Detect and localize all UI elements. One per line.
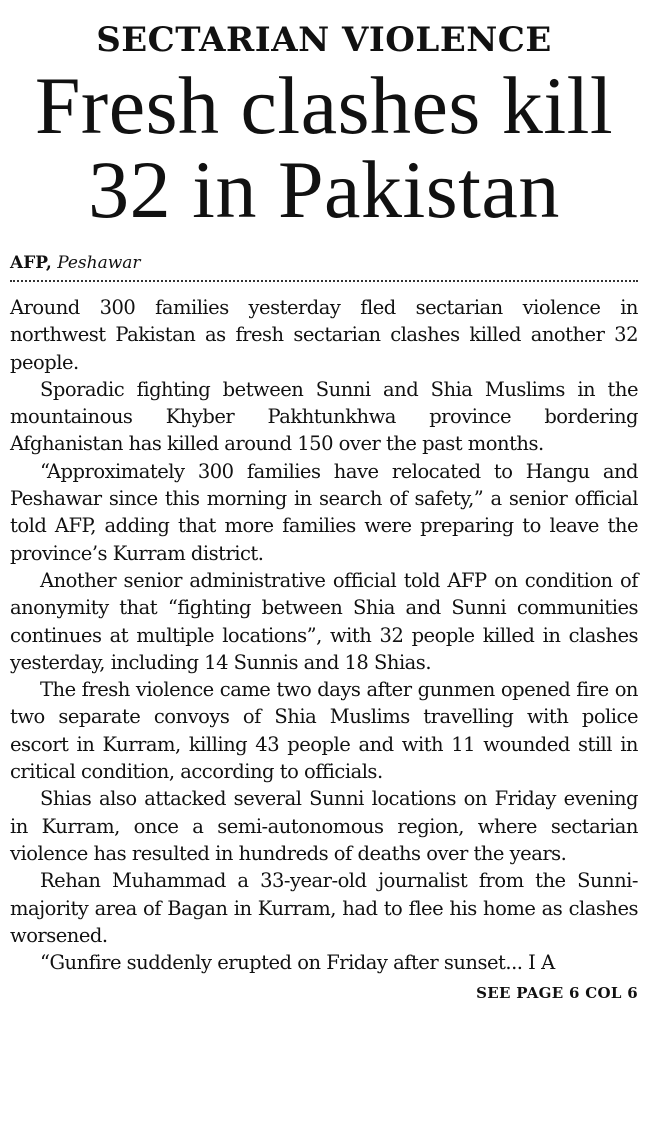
headline [10,60,638,235]
byline-agency: AFP, [10,253,52,273]
headline-line-2: 32 in Pakistan [88,144,560,235]
paragraph: Sporadic fighting between Sunni and Shia Muslims in the mountainous Khyber Pakhtunkhwa province bordering Afghanistan has killed around 150 over the past months. [10,377,638,456]
paragraph: Rehan Muhammad a 33-year-old journalist from the Sunni-majority area of Bagan in Kurram, had to flee his home as clashes worsened. [10,869,638,947]
byline-place: Peshawar [57,253,141,273]
byline [10,252,638,274]
news-article [0,18,648,1144]
paragraph: Around 300 families yesterday fled sectarian violence in northwest Pakistan as fresh sectarian clashes killed another 32 people. [10,296,638,374]
paragraph: “Approximately 300 families have relocated to Hangu and Peshawar since this morning in search of safety,” a senior official told AFP, adding that more families were preparing to leave the province’s Kurram district. [10,459,638,565]
paragraph: Another senior administrative official told AFP on condition of anonymity that “fighting between Shia and Sunni communities continues at multiple locations”, with 32 people killed in clashes yesterday, including 14 Sunnis and 18 Shias. [10,568,638,674]
kicker: SECTARIAN VIOLENCE [96,20,552,60]
continued-on-link: SEE PAGE 6 COL 6 [476,984,638,1003]
dotted-divider [10,280,638,282]
paragraph: Shias also attacked several Sunni locations on Friday evening in Kurram, once a semi-autonomous region, where sectarian violence has resulted in hundreds of deaths over the years. [10,787,638,865]
paragraph: The fresh violence came two days after gunmen opened fire on two separate convoys of Shia Muslims travelling with police escort in Kurram, killing 43 people and with 11 wounded still in critical condition, according to officials. [10,678,638,784]
headline-line-1: Fresh clashes kill [34,60,614,151]
article-body [10,294,638,976]
paragraph: “Gunfire suddenly erupted on Friday after sunset... I A [40,951,555,975]
